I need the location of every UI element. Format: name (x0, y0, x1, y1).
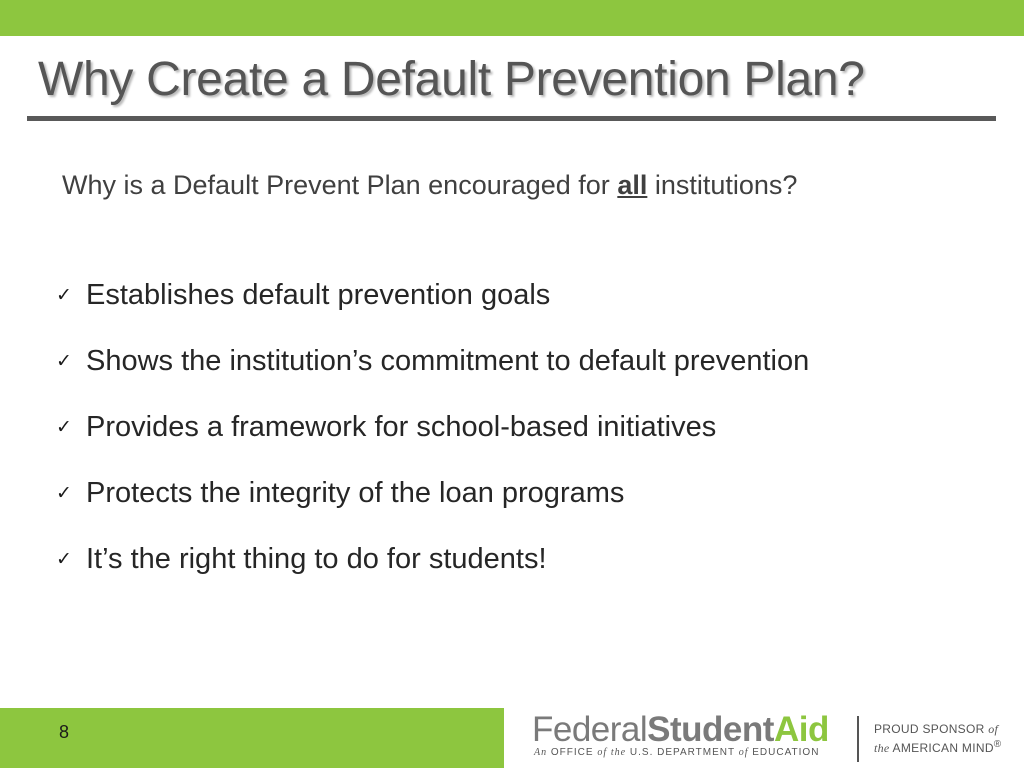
bullet-item (56, 394, 809, 460)
sponsor-word: of (988, 722, 999, 736)
subtitle-emphasis: all (617, 170, 648, 200)
top-accent-bar (0, 0, 1024, 36)
logo-wordmark (532, 710, 829, 750)
logo-word-federal: Federal (532, 710, 648, 749)
sponsor-word: AMERICAN MIND (892, 741, 994, 755)
tagline-word: of (597, 747, 608, 758)
bullet-item (56, 328, 809, 394)
check-icon: ✓ (56, 350, 72, 372)
check-icon: ✓ (56, 284, 72, 306)
sponsor-word: PROUD SPONSOR (874, 722, 985, 736)
tagline-word: An (534, 747, 548, 758)
tagline-word: the (610, 747, 627, 758)
tagline-word: of (738, 747, 749, 758)
slide-footer (0, 708, 1024, 768)
title-underline-rule (27, 116, 996, 121)
check-icon: ✓ (56, 482, 72, 504)
federal-student-aid-logo (532, 710, 852, 764)
bullet-item (56, 262, 809, 328)
check-icon: ✓ (56, 548, 72, 570)
bullet-text: Establishes default prevention goals (86, 278, 551, 311)
sponsor-word: the (874, 741, 890, 755)
bullet-text: Protects the integrity of the loan programs (86, 476, 625, 509)
subtitle-text-before: Why is a Default Prevent Plan encouraged for (62, 170, 610, 200)
subtitle-text-after: institutions? (654, 170, 798, 200)
slide-subtitle (62, 170, 797, 201)
logo-divider (857, 716, 859, 762)
bullet-item (56, 526, 809, 592)
slide-title: Why Create a Default Prevention Plan? (38, 53, 865, 106)
bullet-text: Provides a framework for school-based initiatives (86, 410, 717, 443)
tagline-word: OFFICE (550, 747, 594, 758)
bullet-list (56, 262, 809, 592)
footer-green-band (0, 708, 504, 768)
logo-tagline (534, 747, 819, 758)
tagline-word: EDUCATION (752, 747, 820, 758)
registered-mark: ® (993, 739, 1002, 750)
check-icon: ✓ (56, 416, 72, 438)
bullet-text: It’s the right thing to do for students! (86, 542, 547, 575)
bullet-item (56, 460, 809, 526)
sponsor-line-1 (874, 721, 1001, 737)
page-number: 8 (59, 722, 70, 742)
bullet-text: Shows the institution’s commitment to default prevention (86, 344, 810, 377)
sponsor-line-2 (874, 737, 1001, 756)
logo-word-aid: Aid (773, 710, 829, 749)
tagline-word: U.S. DEPARTMENT (629, 747, 735, 758)
logo-word-student: Student (647, 710, 774, 749)
sponsor-text (874, 721, 1001, 756)
